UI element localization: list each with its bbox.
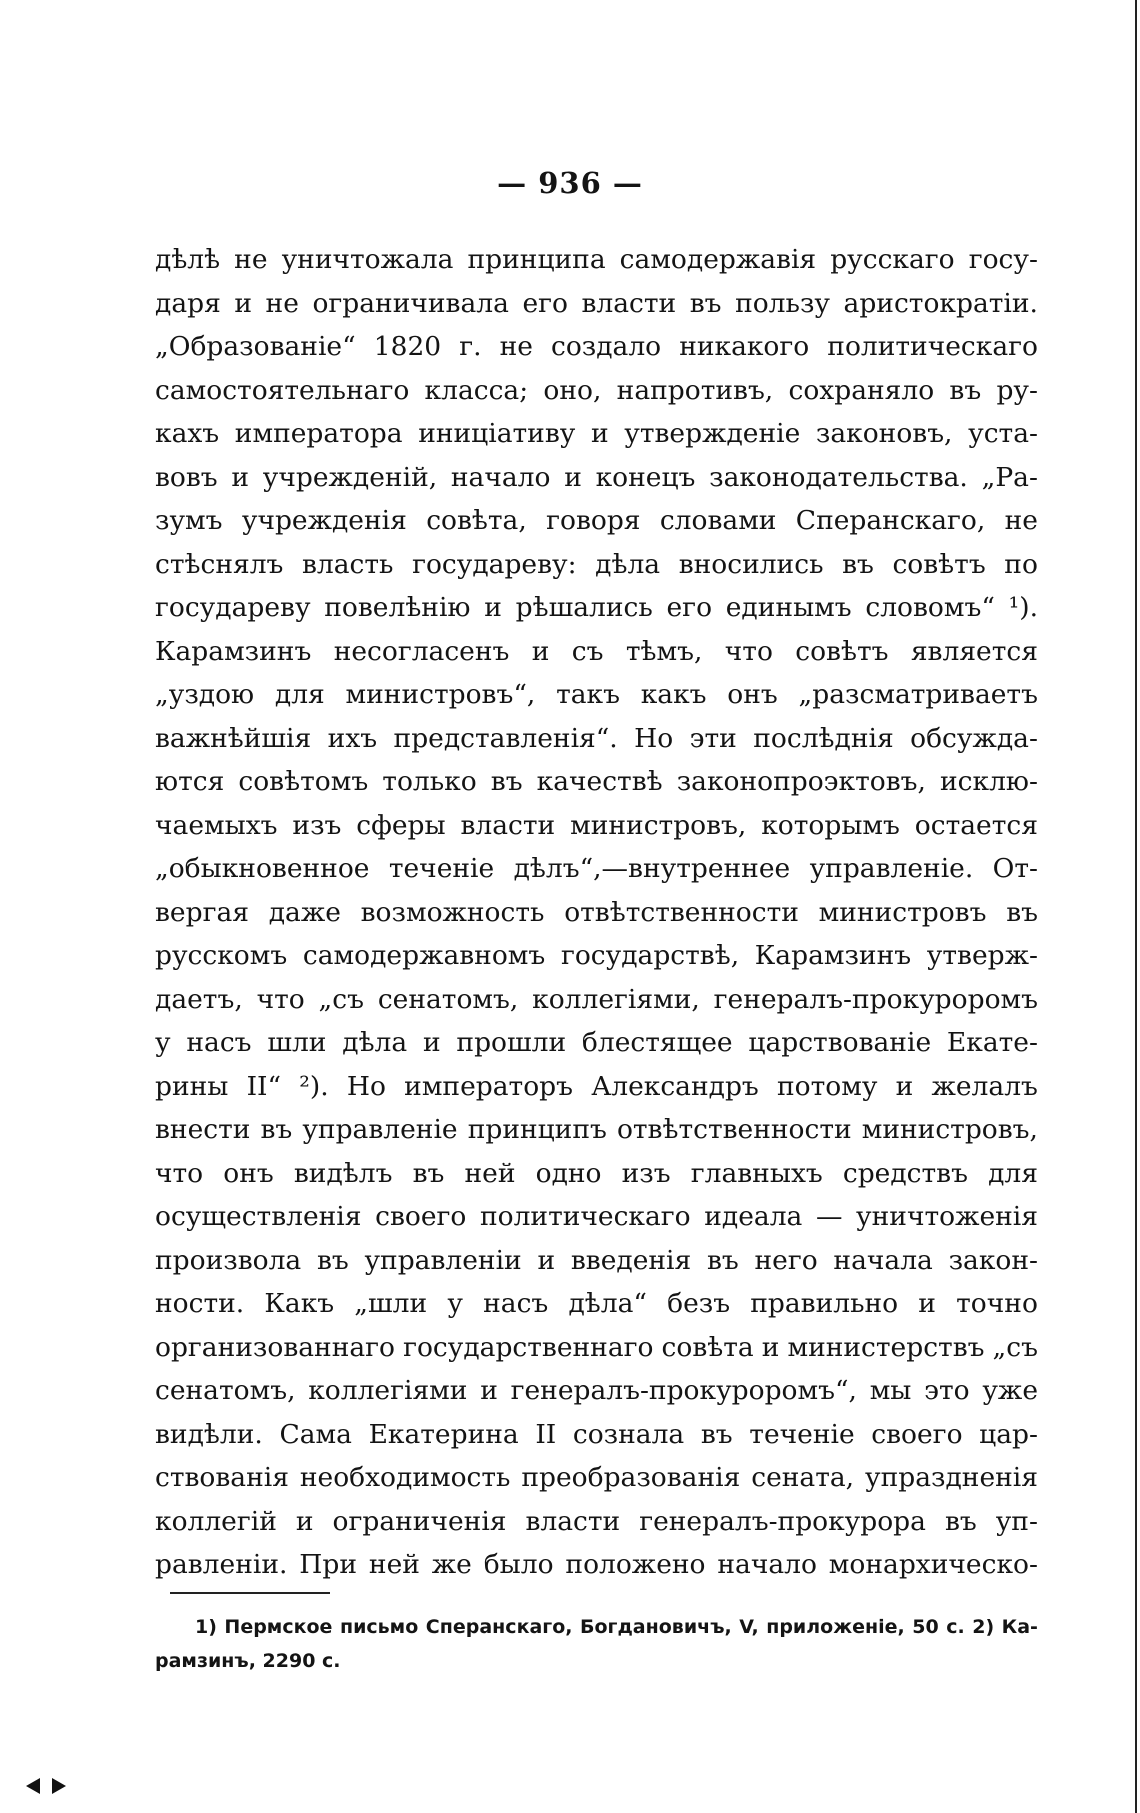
word: стѣснялъ	[155, 548, 284, 580]
word: законодательства.	[709, 461, 968, 493]
word: изъ	[292, 809, 342, 841]
word: принципа	[467, 244, 606, 275]
word: тѣмъ,	[625, 635, 703, 667]
word: равленіи.	[155, 1549, 288, 1580]
text-line	[155, 847, 1038, 891]
text-line	[155, 934, 1038, 978]
word: коллегіями,	[532, 983, 700, 1015]
word: у	[447, 1288, 463, 1319]
word: самодержавія	[619, 244, 817, 275]
word: самодержавномъ	[302, 940, 546, 971]
word: II“	[246, 1070, 282, 1102]
word: средствъ	[842, 1157, 968, 1189]
word: зумъ	[155, 505, 223, 536]
word: Но	[346, 1070, 386, 1102]
word: конецъ	[595, 461, 696, 493]
word: упраздненія	[865, 1462, 1038, 1493]
word: генералъ-прокуроромъ	[713, 983, 1038, 1015]
word: Александръ	[591, 1070, 759, 1102]
word: въ	[944, 1505, 977, 1537]
word: это	[924, 1375, 970, 1406]
page-edge-line	[1135, 0, 1137, 1813]
text-line	[155, 586, 1038, 630]
word: дѣла	[595, 548, 661, 580]
word: русскаго	[830, 244, 955, 275]
word: правильно	[750, 1288, 899, 1319]
word: Сама	[279, 1418, 352, 1450]
word: ограниченія	[332, 1505, 507, 1537]
footnote-line	[155, 1644, 1038, 1678]
word: и	[537, 1244, 556, 1276]
word: политическаго	[827, 331, 1038, 362]
word: II	[535, 1418, 557, 1450]
word: уже	[982, 1375, 1038, 1406]
word: повелѣнію	[324, 592, 471, 623]
footnote	[155, 1610, 1038, 1678]
word: желалъ	[931, 1070, 1038, 1102]
word: учрежденій,	[262, 461, 438, 493]
word: Екатерина	[368, 1418, 519, 1450]
word: качествѣ	[536, 766, 663, 797]
text-line	[155, 1065, 1038, 1109]
word: „съ	[992, 1331, 1038, 1363]
word: г.	[459, 331, 482, 362]
word: „уздою	[155, 679, 255, 710]
word: сенатомъ,	[377, 983, 519, 1015]
word: дѣлъ“,—внутреннее	[513, 853, 791, 884]
word: даже	[268, 896, 341, 928]
word: кахъ	[155, 418, 220, 449]
word: идеала	[704, 1201, 803, 1232]
word: власти	[460, 809, 556, 841]
word: словами	[659, 505, 777, 536]
word: ¹).	[1008, 592, 1038, 623]
word: ности.	[155, 1288, 245, 1319]
word: ру-	[996, 374, 1038, 406]
word: его	[666, 592, 713, 623]
word: иниціативу	[418, 418, 576, 449]
text-line	[155, 412, 1038, 456]
word: и	[531, 635, 550, 667]
word: изъ	[621, 1157, 671, 1189]
word: и	[234, 287, 253, 319]
word: было	[483, 1549, 554, 1580]
word: въ	[842, 548, 874, 580]
word: сенатомъ,	[155, 1375, 296, 1406]
word: Карамзинъ	[155, 635, 312, 667]
word: Но	[634, 722, 674, 754]
word: произвола	[155, 1244, 302, 1276]
word: и	[918, 1288, 936, 1319]
word: для	[274, 679, 325, 710]
word: власти	[581, 287, 677, 319]
text-line	[155, 1326, 1038, 1370]
word: начало	[717, 1549, 817, 1580]
word: „Образованіе“	[155, 331, 356, 362]
word: словомъ“	[865, 592, 995, 623]
word: утвержденіе	[624, 418, 801, 449]
footnote-word: Пермское	[224, 1616, 333, 1638]
word: сознала	[572, 1418, 685, 1450]
word: и	[590, 418, 609, 449]
word: вносились	[678, 548, 824, 580]
word: и	[295, 1505, 314, 1537]
word: закон-	[948, 1244, 1038, 1276]
word: не	[265, 287, 299, 319]
word: министерствъ	[787, 1331, 985, 1363]
text-line	[155, 804, 1038, 848]
word: главныхъ	[690, 1157, 823, 1189]
word: совѣта	[661, 1331, 754, 1363]
word: власть	[302, 548, 394, 580]
word: ются	[155, 766, 225, 797]
word: „разсматриваетъ	[798, 679, 1038, 710]
word: по	[1004, 548, 1038, 580]
word: въ	[316, 1244, 349, 1276]
word: видѣли.	[155, 1418, 263, 1450]
word: мы	[869, 1375, 912, 1406]
word: законовъ,	[815, 418, 953, 449]
text-line	[155, 1108, 1038, 1152]
triangle-left-icon[interactable]	[26, 1778, 40, 1794]
word: создало	[550, 331, 662, 362]
word: начало	[450, 461, 551, 493]
footnote-word: 50	[912, 1616, 939, 1638]
word: въ	[689, 287, 722, 319]
text-line	[155, 369, 1038, 413]
word: ихъ	[327, 722, 378, 754]
word: теченіе	[749, 1418, 855, 1450]
word: ²).	[299, 1070, 329, 1102]
word: Какъ	[264, 1288, 335, 1319]
word: остается	[914, 809, 1038, 841]
word: у	[155, 1027, 171, 1058]
word: „обыкновенное	[155, 853, 370, 884]
word: для	[988, 1157, 1038, 1189]
word: совѣтъ	[892, 548, 986, 580]
word: русскомъ	[155, 940, 288, 971]
word: министровъ,	[861, 1114, 1038, 1145]
text-line	[155, 543, 1038, 587]
word: видѣлъ	[293, 1157, 393, 1189]
word: пользу	[735, 287, 830, 319]
word: единымъ	[725, 592, 852, 623]
word: ней	[464, 1157, 516, 1189]
word: чаемыхъ	[155, 809, 278, 841]
text-line	[155, 673, 1038, 717]
word: дѣлѣ	[155, 244, 221, 275]
word: 1820	[373, 331, 442, 362]
text-line	[155, 238, 1038, 282]
word: Карамзинъ	[754, 940, 912, 971]
word: точно	[956, 1288, 1038, 1319]
text-line	[155, 456, 1038, 500]
word: съ	[571, 635, 604, 667]
text-line	[155, 499, 1038, 543]
word: От-	[992, 853, 1038, 884]
word: коллегій	[155, 1505, 277, 1537]
word: осуществленія	[155, 1201, 362, 1232]
word: сохраняло	[788, 374, 935, 406]
body-text	[155, 238, 1038, 1587]
word: онъ	[223, 1157, 274, 1189]
text-line	[155, 630, 1038, 674]
footnote-word: с.	[946, 1616, 965, 1638]
word: въ	[949, 374, 982, 406]
word: принципъ	[467, 1114, 607, 1145]
word: даря	[155, 287, 221, 319]
word: и	[761, 1331, 780, 1363]
word: же	[431, 1549, 472, 1580]
word: власти	[525, 1505, 621, 1537]
footnote-word: V,	[739, 1616, 759, 1638]
text-line	[155, 760, 1038, 804]
word: своего	[871, 1418, 963, 1450]
text-line	[155, 1413, 1038, 1457]
word: государеву:	[412, 548, 577, 580]
text-line	[155, 325, 1038, 369]
word: важнѣйшія	[155, 722, 312, 754]
word: представленія“.	[393, 722, 618, 754]
word: отвѣтственности	[564, 896, 799, 928]
word: императоръ	[404, 1070, 573, 1102]
word: внести	[155, 1114, 251, 1145]
text-line	[155, 1195, 1038, 1239]
word: министровъ	[818, 896, 987, 928]
text-line	[155, 717, 1038, 761]
word: дѣла“	[568, 1288, 647, 1319]
word: министровъ,	[570, 809, 747, 841]
word: организованнаго	[155, 1331, 396, 1363]
word: безъ	[667, 1288, 731, 1319]
text-line	[155, 282, 1038, 326]
word: въ	[490, 766, 523, 797]
word: уста-	[968, 418, 1038, 449]
word: Екате-	[946, 1027, 1038, 1058]
word: возможность	[360, 896, 545, 928]
word: въ	[700, 1418, 733, 1450]
text-line	[155, 1369, 1038, 1413]
word: него	[754, 1244, 818, 1276]
word: что	[256, 983, 305, 1015]
word: совѣтъ	[795, 635, 889, 667]
word: теченіе	[388, 853, 495, 884]
word: Сперанскаго,	[795, 505, 986, 536]
text-line	[155, 978, 1038, 1022]
word: въ	[1006, 896, 1038, 928]
word: и	[231, 461, 250, 493]
word: дѣла	[342, 1027, 408, 1058]
word: коллегіями	[308, 1375, 468, 1406]
word: эти	[689, 722, 737, 754]
word: уничтожала	[281, 244, 454, 275]
footnote-word: 2)	[972, 1616, 995, 1638]
word: отвѣтственности	[616, 1114, 852, 1145]
word: учрежденія	[241, 505, 407, 536]
word: онъ	[727, 679, 778, 710]
word: императора	[234, 418, 403, 449]
word: обсужда-	[910, 722, 1038, 754]
word: ограничивала	[312, 287, 509, 319]
word: управленіе	[302, 1114, 458, 1145]
word: совѣтомъ	[238, 766, 369, 797]
word: которымъ	[761, 809, 900, 841]
word: и	[564, 461, 582, 493]
word: начала	[833, 1244, 933, 1276]
word: даетъ,	[155, 983, 243, 1015]
word: ней	[368, 1549, 420, 1580]
footnote-line	[155, 1610, 1038, 1644]
word: самостоятельнаго	[155, 374, 410, 406]
word: управленіе.	[809, 853, 974, 884]
word: сферы	[356, 809, 446, 841]
word: аристократіи.	[843, 287, 1038, 319]
word: государственнаго	[403, 1331, 654, 1363]
word: рины	[155, 1070, 229, 1102]
page-nav	[26, 1778, 66, 1794]
footnote-word: 1)	[195, 1616, 217, 1638]
word: —	[815, 1201, 843, 1232]
word: „шли	[354, 1288, 428, 1319]
word: генералъ-прокурора	[639, 1505, 926, 1537]
word: несогласенъ	[333, 635, 510, 667]
text-line	[155, 1152, 1038, 1196]
text-line	[155, 1282, 1038, 1326]
footnote-text: рамзинъ, 2290 с.	[155, 1650, 341, 1672]
word: и	[895, 1070, 914, 1102]
word: государеву	[155, 592, 311, 623]
triangle-right-icon[interactable]	[52, 1778, 66, 1794]
word: вергая	[155, 896, 249, 928]
word: совѣта,	[426, 505, 527, 536]
word: никакого	[679, 331, 810, 362]
word: цар-	[979, 1418, 1038, 1450]
footnote-word: Ка-	[1001, 1616, 1038, 1638]
word: При	[299, 1549, 358, 1580]
word: „съ	[318, 983, 364, 1015]
text-line	[155, 1543, 1038, 1587]
word: уничтоженія	[856, 1201, 1038, 1232]
word: ствованія	[155, 1462, 289, 1493]
text-line	[155, 1021, 1038, 1065]
word: своего	[375, 1201, 467, 1232]
word: говоря	[546, 505, 641, 536]
word: введенія	[570, 1244, 692, 1276]
text-line	[155, 1500, 1038, 1544]
footnote-word: Сперанскаго,	[425, 1616, 573, 1638]
word: и	[484, 592, 502, 623]
word: уп-	[995, 1505, 1038, 1537]
word: прошли	[456, 1027, 567, 1058]
word: послѣднія	[753, 722, 894, 754]
word: преобразованія	[521, 1462, 741, 1493]
word: управленіи	[364, 1244, 522, 1276]
word: что	[724, 635, 773, 667]
word: политическаго	[479, 1201, 691, 1232]
word: царствованіе	[748, 1027, 932, 1058]
word: шли	[267, 1027, 327, 1058]
word: утверж-	[926, 940, 1038, 971]
word: генералъ-прокуроромъ“,	[510, 1375, 857, 1406]
word: не	[234, 244, 268, 275]
word: какъ	[640, 679, 707, 710]
word: министровъ“,	[345, 679, 536, 710]
footnote-word: Богдановичъ,	[580, 1616, 732, 1638]
word: класса;	[424, 374, 529, 406]
word: такъ	[556, 679, 620, 710]
word: что	[155, 1157, 204, 1189]
word: блестящее	[581, 1027, 733, 1058]
word: и	[422, 1027, 441, 1058]
word: необходимость	[299, 1462, 511, 1493]
word: рѣшались	[515, 592, 653, 623]
word: „Ра-	[981, 461, 1038, 493]
word: не	[1004, 505, 1038, 536]
word: монархическо-	[828, 1549, 1038, 1580]
word: въ	[260, 1114, 293, 1145]
word: насъ	[186, 1027, 252, 1058]
word: не	[499, 331, 533, 362]
word: его	[522, 287, 568, 319]
word: потому	[776, 1070, 878, 1102]
word: напротивъ,	[616, 374, 774, 406]
text-line	[155, 1456, 1038, 1500]
word: въ	[412, 1157, 445, 1189]
word: сената,	[751, 1462, 855, 1493]
footnote-word: приложеніе,	[766, 1616, 905, 1638]
text-line	[155, 891, 1038, 935]
word: и	[480, 1375, 498, 1406]
word: является	[910, 635, 1038, 667]
page-number: — 936 —	[497, 166, 643, 200]
word: вовъ	[155, 461, 218, 493]
word: законопроэктовъ,	[676, 766, 926, 797]
word: въ	[706, 1244, 739, 1276]
word: оно,	[543, 374, 602, 406]
word: исклю-	[940, 766, 1038, 797]
word: государствѣ,	[560, 940, 740, 971]
word: госу-	[968, 244, 1038, 275]
word: только	[382, 766, 477, 797]
word: насъ	[483, 1288, 549, 1319]
word: одно	[535, 1157, 602, 1189]
text-line	[155, 1239, 1038, 1283]
footnote-divider	[170, 1592, 330, 1594]
footnote-word: письмо	[339, 1616, 419, 1638]
word: положено	[565, 1549, 706, 1580]
